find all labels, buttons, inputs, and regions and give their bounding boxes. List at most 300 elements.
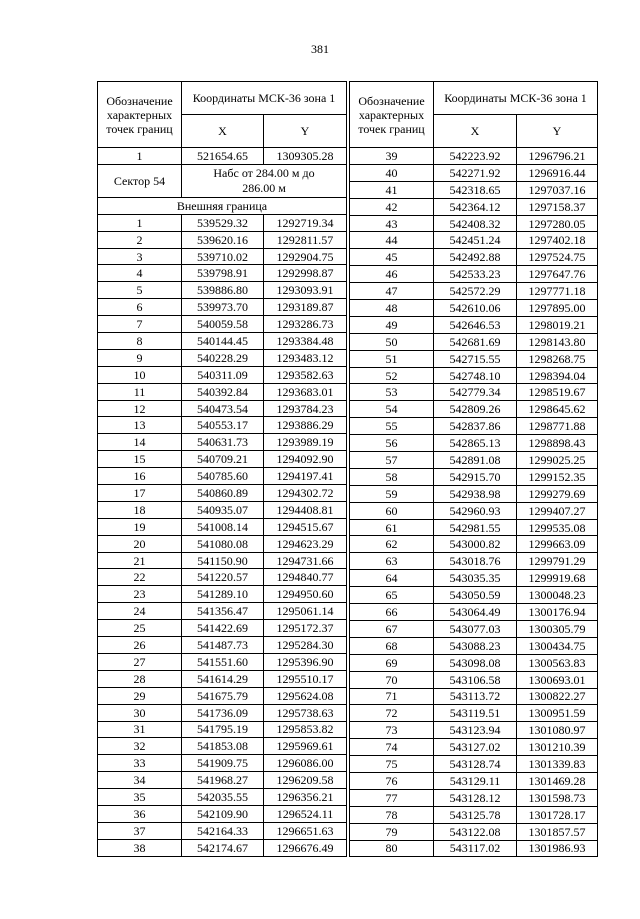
point-cell: 26 (98, 637, 182, 654)
point-cell: 49 (350, 316, 434, 333)
y-cell: 1293286.73 (264, 316, 347, 333)
y-cell: 1297647.76 (517, 266, 598, 283)
y-cell: 1300951.59 (517, 705, 598, 722)
point-cell: 53 (350, 384, 434, 401)
header-x-label: X (182, 115, 264, 148)
table-row (350, 435, 598, 452)
sector-label: Сектор 54 (98, 164, 182, 197)
y-cell: 1296086.00 (264, 755, 347, 772)
header-point-label: Обозначение характерных точек границ (98, 82, 182, 148)
point-cell: 27 (98, 653, 182, 670)
y-cell: 1294840.77 (264, 569, 347, 586)
point-cell: 51 (350, 350, 434, 367)
point-cell: 17 (98, 485, 182, 502)
point-cell: 37 (98, 822, 182, 839)
x-cell: 541614.29 (182, 670, 264, 687)
y-cell: 1301986.93 (517, 840, 598, 857)
point-cell: 4 (98, 265, 182, 282)
point-cell: 40 (350, 164, 434, 181)
point-cell: 12 (98, 400, 182, 417)
y-cell: 1298143.80 (517, 333, 598, 350)
x-cell: 543106.58 (434, 671, 517, 688)
y-cell: 1293384.48 (264, 333, 347, 350)
table-row (98, 231, 347, 248)
y-cell: 1294731.66 (264, 552, 347, 569)
point-cell: 16 (98, 468, 182, 485)
header-y-label: Y (517, 115, 598, 148)
header-x-label: X (434, 115, 517, 148)
table-row (350, 671, 598, 688)
table-row (350, 367, 598, 384)
table-row (350, 637, 598, 654)
point-cell: 45 (350, 249, 434, 266)
table-row (350, 452, 598, 469)
table-row (350, 468, 598, 485)
y-cell: 1296916.44 (517, 164, 598, 181)
x-cell: 539620.16 (182, 231, 264, 248)
y-cell: 1295624.08 (264, 687, 347, 704)
point-cell: 41 (350, 181, 434, 198)
x-cell: 542271.92 (434, 164, 517, 181)
table-row (98, 148, 347, 165)
point-cell: 67 (350, 620, 434, 637)
table-row (350, 485, 598, 502)
x-cell: 543123.94 (434, 722, 517, 739)
x-cell: 542748.10 (434, 367, 517, 384)
y-cell: 1298898.43 (517, 435, 598, 452)
x-cell: 541968.27 (182, 772, 264, 789)
table-row (98, 451, 347, 468)
y-cell: 1293582.63 (264, 366, 347, 383)
y-cell: 1296676.49 (264, 839, 347, 856)
point-cell: 78 (350, 806, 434, 823)
x-cell: 542492.88 (434, 249, 517, 266)
table-row (350, 316, 598, 333)
x-cell: 540144.45 (182, 333, 264, 350)
point-cell: 79 (350, 823, 434, 840)
y-cell: 1297037.16 (517, 181, 598, 198)
x-cell: 542318.65 (434, 181, 517, 198)
point-cell: 5 (98, 282, 182, 299)
point-cell: 59 (350, 485, 434, 502)
header-y-label: Y (264, 115, 347, 148)
x-cell: 542837.86 (434, 418, 517, 435)
point-cell: 34 (98, 772, 182, 789)
table-row (98, 637, 347, 654)
sector-row (98, 164, 347, 197)
table-row (98, 366, 347, 383)
header-point-label: Обозначение характерных точек границ (350, 82, 434, 148)
point-cell: 73 (350, 722, 434, 739)
table-row (98, 586, 347, 603)
y-cell: 1295284.30 (264, 637, 347, 654)
point-cell: 64 (350, 570, 434, 587)
table-row (350, 772, 598, 789)
x-cell: 539710.02 (182, 248, 264, 265)
y-cell: 1300693.01 (517, 671, 598, 688)
x-cell: 540553.17 (182, 417, 264, 434)
y-cell: 1294302.72 (264, 485, 347, 502)
table-row (350, 620, 598, 637)
table-row (98, 282, 347, 299)
point-cell: 28 (98, 670, 182, 687)
y-cell: 1298771.88 (517, 418, 598, 435)
table-row (98, 704, 347, 721)
y-cell: 1295396.90 (264, 653, 347, 670)
point-cell: 9 (98, 349, 182, 366)
point-cell: 68 (350, 637, 434, 654)
x-cell: 539886.80 (182, 282, 264, 299)
y-cell: 1293093.91 (264, 282, 347, 299)
x-cell: 542164.33 (182, 822, 264, 839)
y-cell: 1297771.18 (517, 283, 598, 300)
table-row (98, 383, 347, 400)
point-cell: 46 (350, 266, 434, 283)
y-cell: 1300305.79 (517, 620, 598, 637)
point-cell: 65 (350, 587, 434, 604)
point-cell: 57 (350, 452, 434, 469)
point-cell: 71 (350, 688, 434, 705)
y-cell: 1294515.67 (264, 518, 347, 535)
table-row (98, 333, 347, 350)
x-cell: 542960.93 (434, 502, 517, 519)
x-cell: 542451.24 (434, 232, 517, 249)
page-number: 381 (311, 42, 329, 56)
point-cell: 66 (350, 604, 434, 621)
point-cell: 2 (98, 231, 182, 248)
x-cell: 541008.14 (182, 518, 264, 535)
x-cell: 543129.11 (434, 772, 517, 789)
x-cell: 541080.08 (182, 535, 264, 552)
x-cell: 543035.35 (434, 570, 517, 587)
point-cell: 29 (98, 687, 182, 704)
y-cell: 1298019.21 (517, 316, 598, 333)
x-cell: 541551.60 (182, 653, 264, 670)
table-row (350, 688, 598, 705)
point-cell: 75 (350, 756, 434, 773)
table-row (98, 299, 347, 316)
y-cell: 1293683.01 (264, 383, 347, 400)
x-cell: 540059.58 (182, 316, 264, 333)
y-cell: 1300822.27 (517, 688, 598, 705)
x-cell: 540631.73 (182, 434, 264, 451)
table-row (350, 806, 598, 823)
table-row (350, 823, 598, 840)
point-cell: 76 (350, 772, 434, 789)
y-cell: 1301728.17 (517, 806, 598, 823)
y-cell: 1295510.17 (264, 670, 347, 687)
x-cell: 541289.10 (182, 586, 264, 603)
x-cell: 542681.69 (434, 333, 517, 350)
table-row (98, 501, 347, 518)
y-cell: 1297895.00 (517, 300, 598, 317)
y-cell: 1296796.21 (517, 148, 598, 165)
table-row (98, 755, 347, 772)
header-coords-label: Координаты МСК-36 зона 1 (434, 82, 598, 115)
table-row (98, 535, 347, 552)
x-cell: 540860.89 (182, 485, 264, 502)
point-cell: 80 (350, 840, 434, 857)
table-row (350, 350, 598, 367)
y-cell: 1293483.12 (264, 349, 347, 366)
x-cell: 543128.12 (434, 789, 517, 806)
y-cell: 1293989.19 (264, 434, 347, 451)
table-row (98, 434, 347, 451)
table-row (98, 214, 347, 231)
table-row (350, 654, 598, 671)
point-cell: 8 (98, 333, 182, 350)
y-cell: 1299663.09 (517, 536, 598, 553)
point-cell: 43 (350, 215, 434, 232)
y-cell: 1300434.75 (517, 637, 598, 654)
x-cell: 543050.59 (434, 587, 517, 604)
table-row (98, 468, 347, 485)
x-cell: 542174.67 (182, 839, 264, 856)
y-cell: 1292811.57 (264, 231, 347, 248)
table-row (98, 653, 347, 670)
table-row (350, 249, 598, 266)
point-cell: 50 (350, 333, 434, 350)
point-cell: 15 (98, 451, 182, 468)
x-cell: 542035.55 (182, 789, 264, 806)
x-cell: 541220.57 (182, 569, 264, 586)
point-cell: 33 (98, 755, 182, 772)
table-row (98, 620, 347, 637)
y-cell: 1300048.23 (517, 587, 598, 604)
x-cell: 521654.65 (182, 148, 264, 165)
point-cell: 60 (350, 502, 434, 519)
x-cell: 542223.92 (434, 148, 517, 165)
y-cell: 1299535.08 (517, 519, 598, 536)
y-cell: 1301598.73 (517, 789, 598, 806)
y-cell: 1296209.58 (264, 772, 347, 789)
y-cell: 1296524.11 (264, 805, 347, 822)
x-cell: 542715.55 (434, 350, 517, 367)
point-cell: 19 (98, 518, 182, 535)
x-cell: 543125.78 (434, 806, 517, 823)
point-cell: 58 (350, 468, 434, 485)
point-cell: 55 (350, 418, 434, 435)
table-row (350, 705, 598, 722)
y-cell: 1293886.29 (264, 417, 347, 434)
y-cell: 1294092.90 (264, 451, 347, 468)
table-row (98, 417, 347, 434)
point-cell: 30 (98, 704, 182, 721)
table-row (98, 349, 347, 366)
table-row (350, 198, 598, 215)
point-cell: 39 (350, 148, 434, 165)
point-cell: 47 (350, 283, 434, 300)
x-cell: 542938.98 (434, 485, 517, 502)
boundary-title: Внешняя граница (98, 197, 347, 214)
point-cell: 1 (98, 148, 182, 165)
table-row (350, 587, 598, 604)
x-cell: 542779.34 (434, 384, 517, 401)
table-row (350, 519, 598, 536)
table-row (350, 418, 598, 435)
table-row (350, 232, 598, 249)
x-cell: 543077.03 (434, 620, 517, 637)
y-cell: 1300176.94 (517, 604, 598, 621)
x-cell: 541909.75 (182, 755, 264, 772)
point-cell: 18 (98, 501, 182, 518)
point-cell: 74 (350, 739, 434, 756)
table-row (98, 603, 347, 620)
point-cell: 21 (98, 552, 182, 569)
x-cell: 541795.19 (182, 721, 264, 738)
x-cell: 542364.12 (434, 198, 517, 215)
table-row (350, 502, 598, 519)
point-cell: 23 (98, 586, 182, 603)
table-row (98, 687, 347, 704)
x-cell: 543098.08 (434, 654, 517, 671)
point-cell: 61 (350, 519, 434, 536)
table-row (350, 739, 598, 756)
table-row (350, 148, 598, 165)
y-cell: 1295969.61 (264, 738, 347, 755)
point-cell: 11 (98, 383, 182, 400)
table-row (350, 789, 598, 806)
x-cell: 542915.70 (434, 468, 517, 485)
x-cell: 542610.06 (434, 300, 517, 317)
y-cell: 1295853.82 (264, 721, 347, 738)
y-cell: 1293784.23 (264, 400, 347, 417)
x-cell: 540228.29 (182, 349, 264, 366)
table-row (98, 400, 347, 417)
table-row (98, 839, 347, 856)
x-cell: 541853.08 (182, 738, 264, 755)
y-cell: 1299152.35 (517, 468, 598, 485)
point-cell: 62 (350, 536, 434, 553)
sector-info: Набс от 284.00 м до 286.00 м (182, 164, 347, 197)
table-row (350, 756, 598, 773)
x-cell: 539798.91 (182, 265, 264, 282)
point-cell: 7 (98, 316, 182, 333)
y-cell: 1297402.18 (517, 232, 598, 249)
table-row (98, 248, 347, 265)
point-cell: 14 (98, 434, 182, 451)
table-row (350, 840, 598, 857)
table-row (350, 553, 598, 570)
point-cell: 72 (350, 705, 434, 722)
point-cell: 10 (98, 366, 182, 383)
point-cell: 44 (350, 232, 434, 249)
x-cell: 542865.13 (434, 435, 517, 452)
x-cell: 542408.32 (434, 215, 517, 232)
y-cell: 1295738.63 (264, 704, 347, 721)
y-cell: 1301080.97 (517, 722, 598, 739)
x-cell: 541422.69 (182, 620, 264, 637)
x-cell: 543127.02 (434, 739, 517, 756)
table-row (350, 300, 598, 317)
point-cell: 24 (98, 603, 182, 620)
y-cell: 1299025.25 (517, 452, 598, 469)
y-cell: 1298645.62 (517, 401, 598, 418)
point-cell: 6 (98, 299, 182, 316)
x-cell: 541150.90 (182, 552, 264, 569)
x-cell: 541487.73 (182, 637, 264, 654)
point-cell: 70 (350, 671, 434, 688)
y-cell: 1299791.29 (517, 553, 598, 570)
x-cell: 543000.82 (434, 536, 517, 553)
table-row (350, 384, 598, 401)
y-cell: 1309305.28 (264, 148, 347, 165)
y-cell: 1294197.41 (264, 468, 347, 485)
point-cell: 63 (350, 553, 434, 570)
point-cell: 38 (98, 839, 182, 856)
point-cell: 52 (350, 367, 434, 384)
table-row (98, 789, 347, 806)
point-cell: 31 (98, 721, 182, 738)
y-cell: 1292904.75 (264, 248, 347, 265)
coordinates-table-left (97, 81, 347, 857)
y-cell: 1298519.67 (517, 384, 598, 401)
x-cell: 543064.49 (434, 604, 517, 621)
header-coords-label: Координаты МСК-36 зона 1 (182, 82, 347, 115)
y-cell: 1301210.39 (517, 739, 598, 756)
x-cell: 541736.09 (182, 704, 264, 721)
y-cell: 1294623.29 (264, 535, 347, 552)
y-cell: 1301857.57 (517, 823, 598, 840)
point-cell: 36 (98, 805, 182, 822)
table-row (98, 518, 347, 535)
x-cell: 540709.21 (182, 451, 264, 468)
point-cell: 35 (98, 789, 182, 806)
y-cell: 1294408.81 (264, 501, 347, 518)
x-cell: 541675.79 (182, 687, 264, 704)
table-row (98, 316, 347, 333)
y-cell: 1299407.27 (517, 502, 598, 519)
table-row (350, 536, 598, 553)
table-row (98, 569, 347, 586)
x-cell: 539973.70 (182, 299, 264, 316)
table-row (98, 772, 347, 789)
coordinates-table-right (349, 81, 598, 857)
point-cell: 77 (350, 789, 434, 806)
x-cell: 539529.32 (182, 214, 264, 231)
y-cell: 1292998.87 (264, 265, 347, 282)
x-cell: 541356.47 (182, 603, 264, 620)
y-cell: 1297280.05 (517, 215, 598, 232)
table-row (98, 721, 347, 738)
x-cell: 543117.02 (434, 840, 517, 857)
y-cell: 1301469.28 (517, 772, 598, 789)
table-row (98, 670, 347, 687)
y-cell: 1298394.04 (517, 367, 598, 384)
x-cell: 540311.09 (182, 366, 264, 383)
point-cell: 13 (98, 417, 182, 434)
y-cell: 1299279.69 (517, 485, 598, 502)
x-cell: 543113.72 (434, 688, 517, 705)
table-row (98, 265, 347, 282)
table-row (350, 164, 598, 181)
y-cell: 1298268.75 (517, 350, 598, 367)
table-row (350, 722, 598, 739)
point-cell: 48 (350, 300, 434, 317)
point-cell: 56 (350, 435, 434, 452)
x-cell: 543122.08 (434, 823, 517, 840)
y-cell: 1295172.37 (264, 620, 347, 637)
x-cell: 543088.23 (434, 637, 517, 654)
point-cell: 42 (350, 198, 434, 215)
point-cell: 1 (98, 214, 182, 231)
point-cell: 25 (98, 620, 182, 637)
table-row (98, 485, 347, 502)
x-cell: 542646.53 (434, 316, 517, 333)
point-cell: 54 (350, 401, 434, 418)
x-cell: 543128.74 (434, 756, 517, 773)
x-cell: 542891.08 (434, 452, 517, 469)
